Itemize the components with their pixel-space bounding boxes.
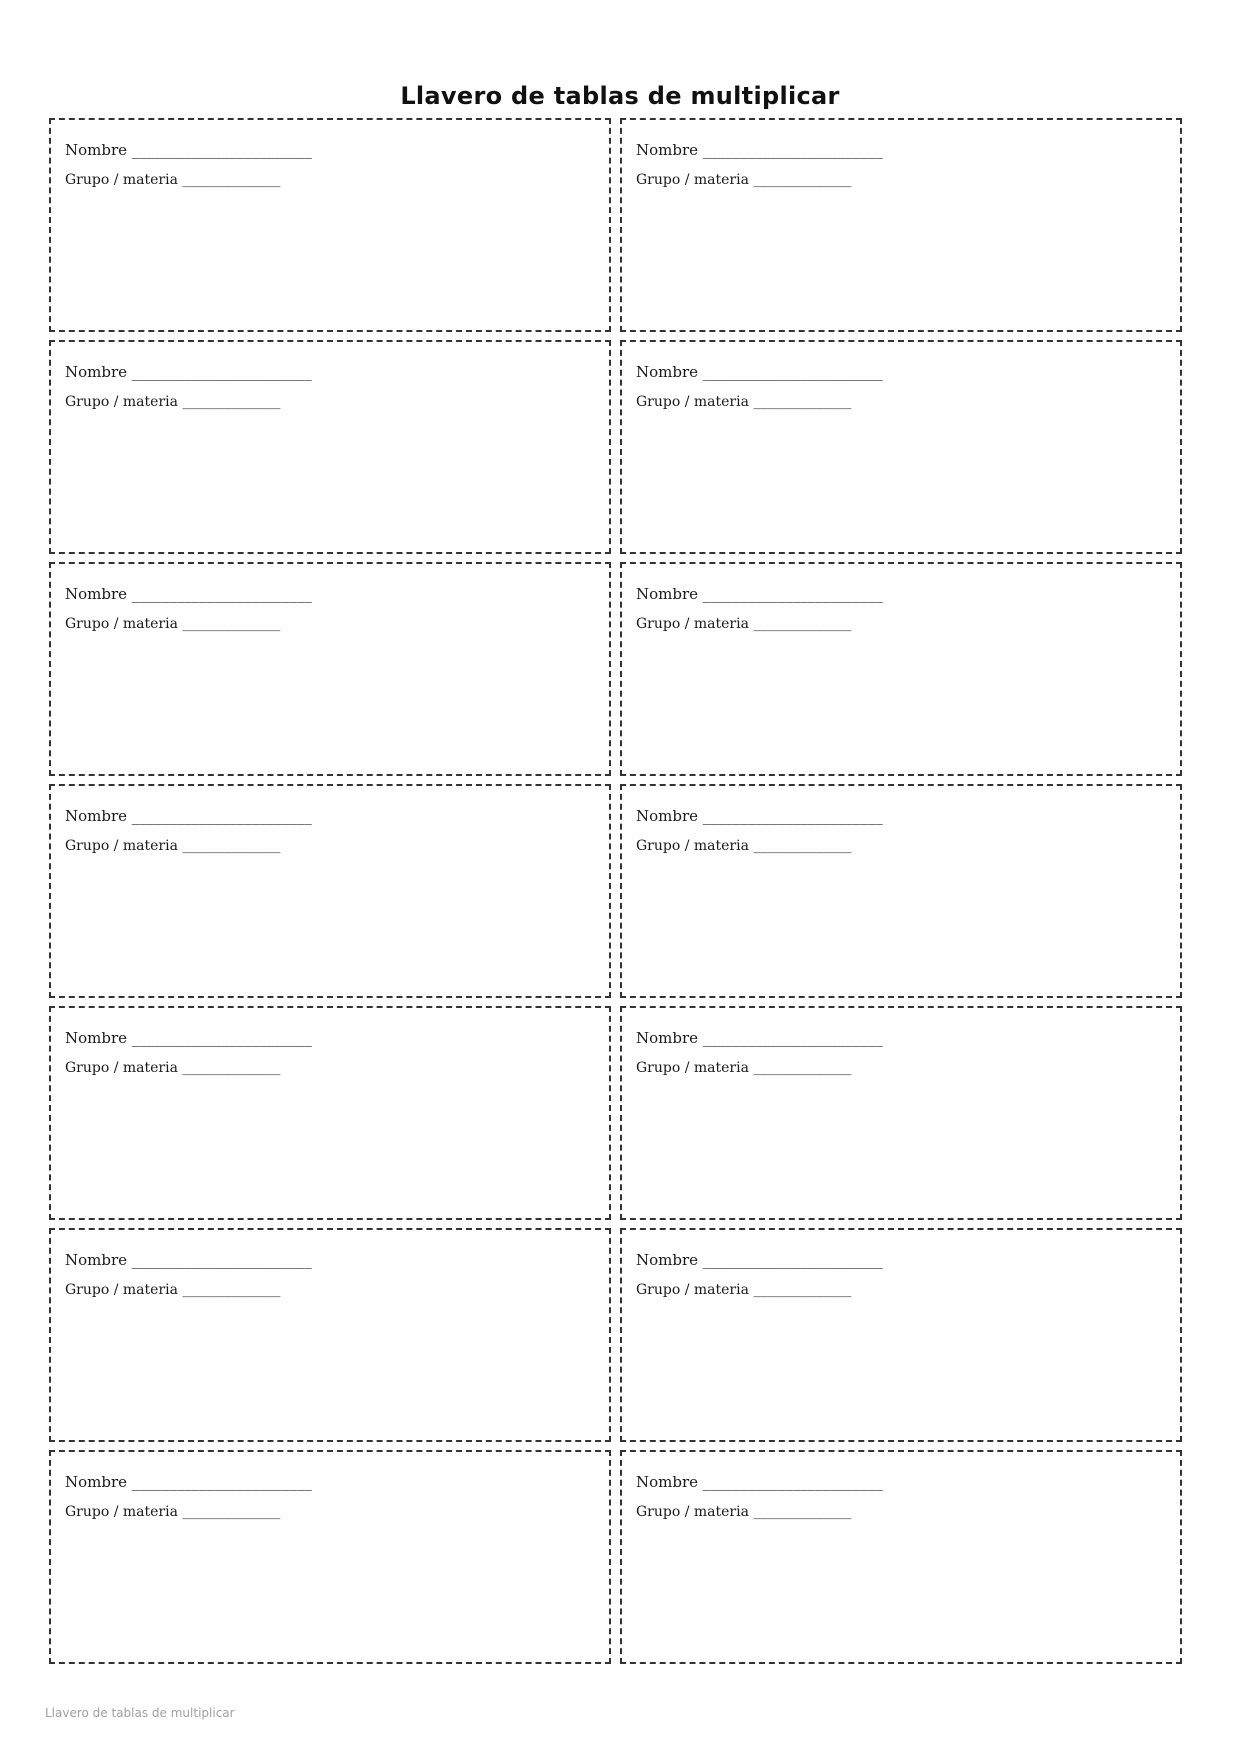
name-line: Nombre ________________________ <box>636 141 883 159</box>
keychain-card <box>620 1228 1182 1442</box>
card-grid <box>49 118 1182 1664</box>
group-subject-line: Grupo / materia ______________ <box>65 838 281 854</box>
keychain-card <box>49 340 611 554</box>
keychain-card <box>49 784 611 998</box>
group-subject-line: Grupo / materia ______________ <box>636 1060 852 1076</box>
group-subject-line: Grupo / materia ______________ <box>65 394 281 410</box>
name-line: Nombre ________________________ <box>65 807 312 825</box>
group-subject-line: Grupo / materia ______________ <box>636 394 852 410</box>
keychain-card <box>620 340 1182 554</box>
keychain-card <box>49 562 611 776</box>
group-subject-line: Grupo / materia ______________ <box>636 1504 852 1520</box>
group-subject-line: Grupo / materia ______________ <box>636 172 852 188</box>
group-subject-line: Grupo / materia ______________ <box>65 1504 281 1520</box>
keychain-card <box>620 562 1182 776</box>
keychain-card <box>620 1006 1182 1220</box>
group-subject-line: Grupo / materia ______________ <box>636 1282 852 1298</box>
keychain-card <box>49 118 611 332</box>
keychain-card <box>620 1450 1182 1664</box>
name-line: Nombre ________________________ <box>636 363 883 381</box>
group-subject-line: Grupo / materia ______________ <box>65 172 281 188</box>
group-subject-line: Grupo / materia ______________ <box>65 1282 281 1298</box>
group-subject-line: Grupo / materia ______________ <box>636 838 852 854</box>
footer-text: Llavero de tablas de multiplicar <box>45 1706 235 1720</box>
keychain-card <box>620 118 1182 332</box>
group-subject-line: Grupo / materia ______________ <box>636 616 852 632</box>
name-line: Nombre ________________________ <box>65 141 312 159</box>
keychain-card <box>620 784 1182 998</box>
name-line: Nombre ________________________ <box>65 1251 312 1269</box>
name-line: Nombre ________________________ <box>65 585 312 603</box>
name-line: Nombre ________________________ <box>65 1029 312 1047</box>
keychain-card <box>49 1228 611 1442</box>
name-line: Nombre ________________________ <box>65 363 312 381</box>
keychain-card <box>49 1006 611 1220</box>
name-line: Nombre ________________________ <box>636 1029 883 1047</box>
group-subject-line: Grupo / materia ______________ <box>65 1060 281 1076</box>
page-title: Llavero de tablas de multiplicar <box>400 82 840 110</box>
group-subject-line: Grupo / materia ______________ <box>65 616 281 632</box>
name-line: Nombre ________________________ <box>65 1473 312 1491</box>
name-line: Nombre ________________________ <box>636 585 883 603</box>
name-line: Nombre ________________________ <box>636 1251 883 1269</box>
name-line: Nombre ________________________ <box>636 1473 883 1491</box>
name-line: Nombre ________________________ <box>636 807 883 825</box>
keychain-card <box>49 1450 611 1664</box>
